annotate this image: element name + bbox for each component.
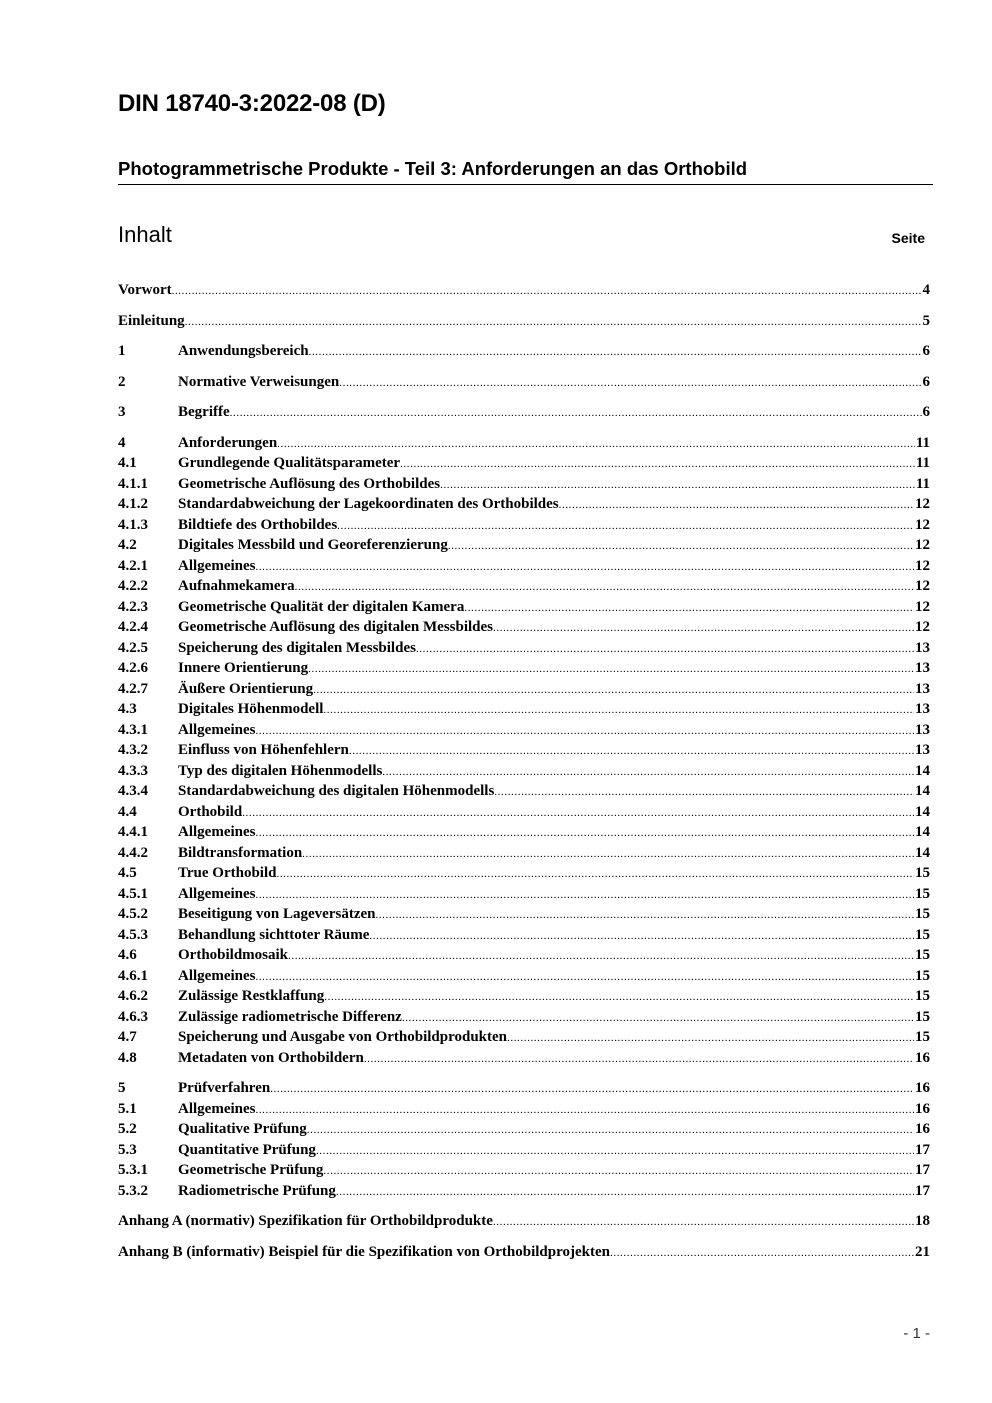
toc-entry[interactable] (118, 341, 930, 362)
toc-entry[interactable] (118, 494, 930, 515)
toc-entry-label: Anhang B (informativ) Beispiel für die Spezifikation von Orthobildprojekten (118, 1243, 610, 1260)
toc-entry-number: 4.2.6 (118, 660, 148, 676)
toc-entry-label: Geometrische Auflösung des Orthobildes (178, 475, 441, 492)
toc-entry-page: 15 (915, 926, 930, 943)
toc-entry-number: 4.2.3 (118, 598, 148, 615)
toc-entry[interactable] (118, 781, 930, 802)
toc-entry-number: 4.2.5 (118, 639, 148, 656)
toc-entry-label: True Orthobild (178, 865, 277, 881)
toc-dot-leader (323, 699, 914, 720)
toc-entry[interactable] (118, 884, 930, 905)
toc-entry-page: 13 (915, 660, 930, 676)
toc-entry[interactable] (118, 638, 930, 659)
toc-dot-leader (400, 453, 915, 474)
toc-entry-page: 13 (915, 701, 930, 717)
toc-entry[interactable] (118, 925, 930, 946)
toc-dot-leader (610, 1242, 914, 1263)
toc-entry[interactable] (118, 576, 930, 597)
toc-entry-page: 14 (915, 762, 930, 779)
toc-entry-number: 4.3.4 (118, 783, 148, 799)
toc-entry-label: Allgemeines (178, 1100, 256, 1117)
toc-entry-label: Einfluss von Höhenfehlern (178, 742, 349, 758)
toc-entry-page: 5 (922, 312, 930, 329)
toc-entry-page: 15 (915, 906, 930, 922)
toc-entry-number: 4.6.1 (118, 967, 148, 984)
toc-entry-number: 4.3.1 (118, 721, 148, 738)
toc-entry-page: 13 (915, 721, 930, 738)
toc-entry-page: 13 (915, 742, 930, 758)
toc-entry[interactable] (118, 986, 930, 1007)
toc-entry-label: Innere Orientierung (178, 660, 309, 676)
toc-dot-leader (185, 311, 922, 332)
toc-entry[interactable] (118, 802, 930, 823)
toc-dot-leader (507, 1027, 914, 1048)
toc-dot-leader (277, 433, 915, 454)
toc-entry-number: 5.3.2 (118, 1182, 148, 1199)
toc-entry-page: 4 (922, 282, 930, 298)
toc-entry-number: 4.6.3 (118, 1008, 148, 1025)
toc-entry-number: 1 (118, 343, 126, 359)
toc-dot-leader (559, 494, 914, 515)
toc-entry-label: Anforderungen (178, 434, 278, 451)
toc-dot-leader (255, 720, 914, 741)
toc-entry[interactable] (118, 863, 930, 884)
toc-entry-number: 5 (118, 1080, 126, 1096)
toc-entry[interactable] (118, 433, 930, 454)
toc-entry[interactable] (118, 1027, 930, 1048)
toc-entry-label: Zulässige Restklaffung (178, 988, 325, 1004)
toc-dot-leader (308, 658, 914, 679)
toc-dot-leader (402, 1007, 914, 1028)
toc-entry-number: 4.8 (118, 1049, 137, 1066)
toc-dot-leader (307, 1119, 914, 1140)
toc-entry-label: Bildtiefe des Orthobildes (178, 516, 338, 533)
toc-entry[interactable] (118, 556, 930, 577)
toc-entry[interactable] (118, 402, 930, 423)
page-number: - 1 - (903, 1325, 930, 1342)
toc-entry-page: 15 (915, 967, 930, 984)
toc-entry[interactable] (118, 904, 930, 925)
toc-dot-leader (313, 679, 914, 700)
toc-entry-page: 21 (915, 1243, 930, 1260)
toc-entry-number: 4.3.2 (118, 742, 148, 758)
toc-entry[interactable] (118, 1160, 930, 1181)
toc-entry-label: Einleitung (118, 312, 185, 329)
toc-entry-page: 12 (915, 516, 930, 533)
toc-entry-label: Geometrische Prüfung (178, 1162, 324, 1178)
toc-entry-number: 4.4.1 (118, 824, 148, 840)
toc-entry-page: 13 (915, 680, 930, 697)
toc-dot-leader (416, 638, 914, 659)
toc-entry-number: 4.2.4 (118, 619, 148, 635)
toc-dot-leader (255, 1099, 914, 1120)
toc-dot-leader (255, 822, 914, 843)
document-subtitle: Photogrammetrische Produkte - Teil 3: Anforderungen an das Orthobild (118, 158, 933, 185)
toc-entry-number: 4.3.3 (118, 762, 148, 779)
toc-entry-number: 4 (118, 434, 126, 451)
toc-entry-number: 3 (118, 404, 126, 420)
toc-entry-number: 5.3.1 (118, 1162, 148, 1178)
toc-dot-leader (448, 535, 914, 556)
toc-entry-label: Beseitigung von Lageversätzen (178, 906, 376, 922)
toc-entry-label: Geometrische Qualität der digitalen Kamera (178, 598, 465, 615)
toc-dot-leader (464, 597, 914, 618)
toc-entry-label: Speicherung des digitalen Messbildes (178, 639, 416, 656)
toc-entry-page: 17 (915, 1141, 930, 1158)
toc-dot-leader (493, 1211, 914, 1232)
toc-entry-number: 4.1.1 (118, 475, 148, 492)
toc-entry-label: Digitales Messbild und Georeferenzierung (178, 537, 448, 553)
toc-dot-leader (316, 1140, 914, 1161)
toc-dot-leader (339, 372, 921, 393)
toc-entry[interactable] (118, 597, 930, 618)
toc-entry[interactable] (118, 699, 930, 720)
toc-entry-number: 4.4 (118, 803, 137, 820)
toc-entry-page: 14 (915, 803, 930, 820)
toc-entry-page: 11 (915, 475, 930, 492)
toc-dot-leader (302, 843, 914, 864)
toc-entry[interactable] (118, 720, 930, 741)
toc-entry-label: Zulässige radiometrische Differenz (178, 1008, 402, 1025)
toc-entry[interactable] (118, 843, 930, 864)
toc-entry-page: 12 (915, 557, 930, 574)
toc-dot-leader (295, 576, 914, 597)
toc-entry-page: 6 (922, 343, 930, 359)
toc-entry[interactable] (118, 945, 930, 966)
table-of-contents (118, 280, 930, 1262)
toc-entry-page: 15 (915, 1008, 930, 1025)
toc-entry[interactable] (118, 474, 930, 495)
toc-dot-leader (255, 556, 914, 577)
toc-entry-label: Geometrische Auflösung des digitalen Messbildes (178, 619, 494, 635)
toc-entry[interactable] (118, 372, 930, 393)
document-id: DIN 18740-3:2022-08 (D) (118, 90, 386, 117)
toc-entry-number: 4.5.3 (118, 926, 148, 943)
toc-dot-leader (172, 280, 922, 301)
toc-entry[interactable] (118, 535, 930, 556)
toc-entry-page: 15 (915, 1029, 930, 1045)
toc-entry-page: 16 (915, 1080, 930, 1096)
toc-entry-label: Orthobildmosaik (178, 947, 289, 963)
toc-entry-number: 4.1.2 (118, 496, 148, 512)
toc-dot-leader (242, 802, 914, 823)
toc-entry-page: 6 (922, 373, 930, 390)
toc-entry-label: Quantitative Prüfung (178, 1141, 316, 1158)
toc-entry-number: 5.1 (118, 1100, 137, 1117)
toc-entry-label: Grundlegende Qualitätsparameter (178, 455, 401, 471)
toc-dot-leader (336, 1181, 914, 1202)
toc-entry-number: 5.3 (118, 1141, 137, 1158)
toc-entry-label: Typ des digitalen Höhenmodells (178, 762, 383, 779)
toc-entry-number: 4.6 (118, 947, 137, 963)
toc-entry[interactable] (118, 1211, 930, 1232)
toc-entry-number: 2 (118, 373, 126, 390)
toc-entry-label: Qualitative Prüfung (178, 1121, 307, 1137)
toc-entry-page: 17 (915, 1182, 930, 1199)
toc-dot-leader (255, 966, 914, 987)
toc-entry-page: 14 (915, 824, 930, 840)
toc-entry-page: 15 (915, 947, 930, 963)
toc-entry[interactable] (118, 679, 930, 700)
toc-dot-leader (349, 740, 914, 761)
toc-entry-number: 4.5.2 (118, 906, 148, 922)
toc-entry-page: 6 (922, 404, 930, 420)
toc-entry[interactable] (118, 1007, 930, 1028)
toc-entry-number: 4.1 (118, 455, 137, 471)
toc-entry-number: 4.2 (118, 537, 137, 553)
toc-dot-leader (323, 1160, 914, 1181)
toc-entry[interactable] (118, 1048, 930, 1069)
toc-entry-label: Begriffe (178, 404, 230, 420)
toc-entry-number: 4.2.2 (118, 578, 148, 594)
toc-entry[interactable] (118, 740, 930, 761)
toc-entry-page: 16 (915, 1100, 930, 1117)
toc-page-column-heading: Seite (891, 230, 925, 246)
toc-dot-leader (493, 617, 914, 638)
toc-dot-leader (369, 925, 914, 946)
toc-entry-page: 13 (915, 639, 930, 656)
toc-entry-label: Behandlung sichttoter Räume (178, 926, 370, 943)
toc-entry-page: 16 (915, 1049, 930, 1066)
toc-dot-leader (337, 515, 914, 536)
toc-entry[interactable] (118, 658, 930, 679)
toc-entry-label: Äußere Orientierung (178, 680, 314, 697)
toc-entry-number: 4.1.3 (118, 516, 148, 533)
toc-entry-page: 12 (915, 619, 930, 635)
toc-entry[interactable] (118, 515, 930, 536)
toc-entry[interactable] (118, 280, 930, 301)
toc-dot-leader (324, 986, 914, 1007)
toc-entry-page: 11 (915, 434, 930, 451)
toc-entry-page: 15 (915, 885, 930, 902)
toc-entry-number: 4.7 (118, 1029, 137, 1045)
toc-entry-label: Allgemeines (178, 557, 256, 574)
toc-entry-label: Aufnahmekamera (178, 578, 295, 594)
toc-dot-leader (375, 904, 914, 925)
toc-entry-page: 14 (915, 783, 930, 799)
toc-entry[interactable] (118, 1242, 930, 1263)
toc-entry-label: Metadaten von Orthobildern (178, 1049, 364, 1066)
toc-entry-number: 4.5 (118, 865, 137, 881)
toc-entry-label: Prüfverfahren (178, 1080, 271, 1096)
toc-entry-page: 15 (915, 865, 930, 881)
toc-entry-page: 12 (915, 537, 930, 553)
toc-entry-page: 12 (915, 598, 930, 615)
toc-dot-leader (364, 1048, 914, 1069)
toc-header (118, 222, 925, 252)
toc-entry[interactable] (118, 453, 930, 474)
toc-entry-label: Bildtransformation (178, 844, 303, 861)
toc-dot-leader (288, 945, 914, 966)
toc-entry-number: 5.2 (118, 1121, 137, 1137)
toc-entry[interactable] (118, 1099, 930, 1120)
toc-dot-leader (494, 781, 914, 802)
toc-entry[interactable] (118, 966, 930, 987)
toc-entry-number: 4.5.1 (118, 885, 148, 902)
toc-entry-label: Standardabweichung des digitalen Höhenmodells (178, 783, 495, 799)
toc-entry-label: Vorwort (118, 282, 172, 298)
toc-entry-label: Speicherung und Ausgabe von Orthobildprodukten (178, 1029, 507, 1045)
toc-dot-leader (230, 402, 922, 423)
toc-entry-page: 14 (915, 844, 930, 861)
toc-entry-number: 4.6.2 (118, 988, 148, 1004)
toc-entry[interactable] (118, 1119, 930, 1140)
toc-entry-label: Allgemeines (178, 721, 256, 738)
toc-dot-leader (276, 863, 914, 884)
toc-entry-label: Radiometrische Prüfung (178, 1182, 336, 1199)
toc-entry-number: 4.4.2 (118, 844, 148, 861)
toc-entry[interactable] (118, 1078, 930, 1099)
toc-entry-label: Anwendungsbereich (178, 343, 309, 359)
toc-entry-label: Orthobild (178, 803, 243, 820)
toc-entry[interactable] (118, 761, 930, 782)
toc-entry-page: 11 (915, 455, 930, 471)
toc-entry-page: 18 (915, 1213, 930, 1229)
toc-entry-label: Allgemeines (178, 885, 256, 902)
toc-entry-page: 12 (915, 578, 930, 594)
toc-entry-page: 12 (915, 496, 930, 512)
toc-entry-page: 16 (915, 1121, 930, 1137)
toc-dot-leader (440, 474, 915, 495)
toc-entry-label: Allgemeines (178, 824, 256, 840)
toc-entry-number: 4.2.7 (118, 680, 148, 697)
toc-entry-label: Standardabweichung der Lagekoordinaten des Orthobildes (178, 496, 559, 512)
toc-entry[interactable] (118, 822, 930, 843)
toc-entry[interactable] (118, 311, 930, 332)
toc-entry-label: Normative Verweisungen (178, 373, 340, 390)
toc-entry-page: 15 (915, 988, 930, 1004)
toc-dot-leader (382, 761, 914, 782)
toc-entry-label: Anhang A (normativ) Spezifikation für Orthobildprodukte (118, 1213, 493, 1229)
toc-entry-page: 17 (915, 1162, 930, 1178)
toc-entry-label: Digitales Höhenmodell (178, 701, 324, 717)
toc-entry[interactable] (118, 617, 930, 638)
toc-entry-number: 4.3 (118, 701, 137, 717)
toc-dot-leader (255, 884, 914, 905)
toc-title: Inhalt (118, 222, 172, 247)
toc-entry[interactable] (118, 1140, 930, 1161)
toc-dot-leader (309, 341, 922, 362)
toc-dot-leader (270, 1078, 914, 1099)
toc-entry-label: Allgemeines (178, 967, 256, 984)
toc-entry-number: 4.2.1 (118, 557, 148, 574)
toc-entry[interactable] (118, 1181, 930, 1202)
